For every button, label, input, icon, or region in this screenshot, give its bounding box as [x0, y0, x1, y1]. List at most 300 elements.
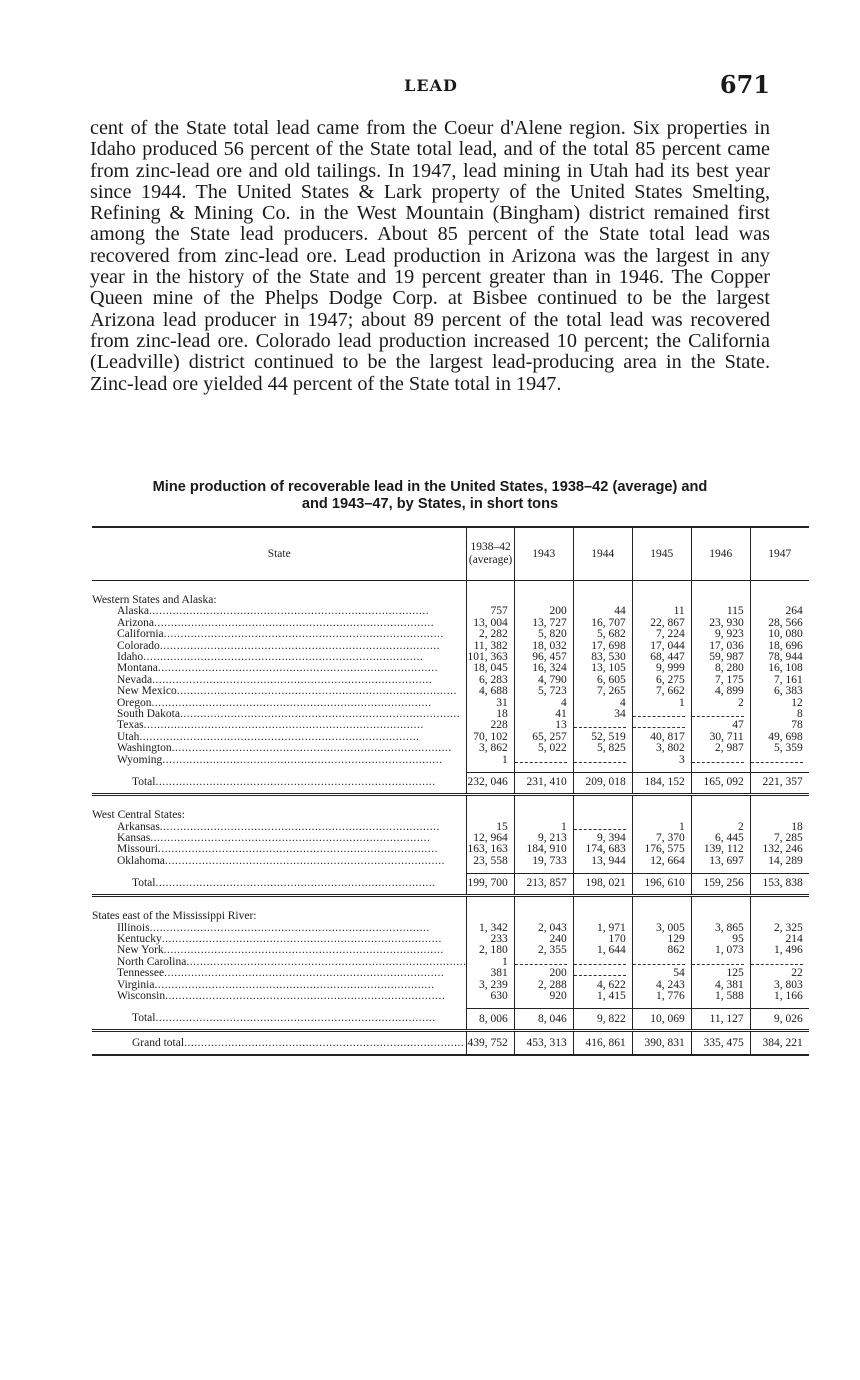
value-cell: 3, 239: [467, 980, 514, 991]
value-cell: 6, 445: [691, 833, 750, 844]
total-value: 10, 069: [632, 1009, 691, 1031]
total-row: [92, 773, 809, 795]
value-cell: 18, 045: [467, 663, 514, 674]
value-cell: 4, 381: [691, 980, 750, 991]
state-name: North Carolina: [117, 956, 187, 968]
value-cell: 1, 415: [573, 991, 632, 1002]
dot-leader: [155, 877, 435, 889]
value-cell: 862: [632, 945, 691, 956]
page-header: [92, 72, 770, 102]
dot-leader: [164, 945, 444, 956]
value-cell: 13: [514, 720, 573, 731]
empty-cell: [573, 911, 632, 922]
value-cell: 68, 447: [632, 652, 691, 663]
state-name: Utah: [117, 731, 140, 743]
dot-leader: [160, 641, 440, 652]
value-cell: 200: [514, 968, 573, 979]
total-value: 232, 046: [467, 773, 514, 795]
table-body: [92, 581, 809, 1056]
value-cell: 6, 605: [573, 675, 632, 686]
value-cell: 2, 987: [691, 743, 750, 754]
dash-placeholder: [574, 969, 626, 976]
dot-leader: [160, 822, 440, 833]
value-cell: 2, 180: [467, 945, 514, 956]
header-1946: 1946: [691, 527, 750, 581]
value-cell: 23, 930: [691, 618, 750, 629]
value-cell: [632, 709, 691, 720]
table-row: [92, 945, 809, 956]
value-cell: 34: [573, 709, 632, 720]
group-label: States east of the Mississippi River:: [92, 911, 257, 923]
value-cell: 5, 022: [514, 743, 573, 754]
state-name-cell: [92, 675, 467, 686]
total-value: 11, 127: [691, 1009, 750, 1031]
caption-line-2: and 1943–47, by States, in short tons: [301, 496, 559, 512]
value-cell: 7, 175: [691, 675, 750, 686]
group-label: Western States and Alaska:: [92, 595, 217, 606]
total-value: 213, 857: [514, 874, 573, 896]
value-cell: 757: [467, 606, 514, 617]
spacer-cell: [691, 795, 750, 811]
state-name: Oregon: [117, 697, 152, 709]
total-value: 199, 700: [467, 874, 514, 896]
dot-leader: [150, 833, 430, 844]
value-cell: 139, 112: [691, 844, 750, 855]
value-cell: 13, 727: [514, 618, 573, 629]
dash-placeholder: [692, 710, 744, 717]
state-name-cell: [92, 856, 467, 867]
value-cell: 7, 161: [750, 675, 809, 686]
state-name: Illinois: [117, 922, 150, 934]
value-cell: 7, 224: [632, 629, 691, 640]
value-cell: 630: [467, 991, 514, 1002]
header-1943: 1943: [514, 527, 573, 581]
spacer-cell: [514, 795, 573, 811]
spacer-cell: [750, 795, 809, 811]
spacer-cell: [750, 896, 809, 912]
dash-placeholder: [515, 958, 567, 965]
value-cell: 1: [632, 822, 691, 833]
value-cell: 2, 282: [467, 629, 514, 640]
value-cell: 3, 803: [750, 980, 809, 991]
total-value: 198, 021: [573, 874, 632, 896]
value-cell: 28, 566: [750, 618, 809, 629]
value-cell: 6, 283: [467, 675, 514, 686]
empty-cell: [467, 911, 514, 922]
value-cell: 8: [750, 709, 809, 720]
value-cell: 214: [750, 934, 809, 945]
table-caption: [90, 479, 770, 513]
state-name-cell: [92, 652, 467, 663]
value-cell: 3, 802: [632, 743, 691, 754]
dot-leader: [158, 844, 438, 855]
spacer-cell: [632, 581, 691, 596]
state-name: New York: [117, 945, 164, 957]
value-cell: 5, 723: [514, 686, 573, 697]
body-paragraph: cent of the State total lead came from the Coeur d'Alene region. Six properties in Idaho produced 56 percent of the State total lead, and of the total 85 percent came from zinc-lead ore and old tailings. In 1947, lead mining in Utah had its best year since 1944. The United States & Lark property of the United States Smelting, Refining & Mining Co. in the West Mountain (Bingham) district remained first among the State lead producers. About 85 percent of the State total lead was recovered from zinc-lead ore. Lead production in Arizona was the largest in any year in the history of the State and 19 percent greater than in 1946. The Copper Queen mine of the Phelps Dodge Corp. at Bisbee continued to be the largest Arizona lead producer in 1947; about 89 percent of the total lead was recovered from zinc-lead ore. Colorado lead production increased 10 percent; the California (Leadville) district continued to be the largest lead-producing area in the State. Zinc-lead ore yielded 44 percent of the State total in 1947.: [90, 117, 770, 395]
value-cell: 2: [691, 698, 750, 709]
spacer-cell: [92, 896, 467, 912]
value-cell: 1, 776: [632, 991, 691, 1002]
total-value: 184, 152: [632, 773, 691, 795]
total-value: 221, 357: [750, 773, 809, 795]
value-cell: 18: [750, 822, 809, 833]
grand-total-value: 390, 831: [632, 1031, 691, 1056]
total-value: 8, 006: [467, 1009, 514, 1031]
value-cell: 200: [514, 606, 573, 617]
state-name: Arizona: [117, 617, 155, 629]
table-header-row: [92, 527, 809, 581]
header-state: State: [92, 527, 467, 581]
value-cell: 7, 265: [573, 686, 632, 697]
dot-leader: [154, 980, 434, 991]
state-name-cell: [92, 732, 467, 743]
value-cell: 11: [632, 606, 691, 617]
state-name-cell: [92, 934, 467, 945]
state-name: Idaho: [117, 652, 144, 664]
dot-leader: [139, 732, 419, 743]
value-cell: 54: [632, 968, 691, 979]
dot-leader: [186, 957, 466, 968]
empty-cell: [467, 810, 514, 821]
state-name-cell: [92, 743, 467, 754]
dot-leader: [149, 606, 429, 617]
dash-placeholder: [633, 958, 685, 965]
state-name-cell: [92, 720, 467, 731]
total-value: 231, 410: [514, 773, 573, 795]
dash-placeholder: [574, 958, 626, 965]
table-row: [92, 856, 809, 867]
dot-leader: [150, 923, 430, 934]
value-cell: 125: [691, 968, 750, 979]
state-name: Oklahoma: [117, 855, 165, 867]
group-label-row: [92, 911, 809, 922]
dot-leader: [144, 720, 424, 731]
value-cell: 9, 394: [573, 833, 632, 844]
state-name-cell: [92, 991, 467, 1002]
value-cell: 44: [573, 606, 632, 617]
dash-placeholder: [515, 756, 567, 763]
table-row: [92, 968, 809, 979]
value-cell: 70, 102: [467, 732, 514, 743]
value-cell: 7, 662: [632, 686, 691, 697]
spacer-cell: [691, 896, 750, 912]
state-name-cell: [92, 618, 467, 629]
dot-leader: [154, 618, 434, 629]
state-name: Missouri: [117, 844, 158, 856]
state-name: Washington: [117, 743, 172, 755]
header-1944: 1944: [573, 527, 632, 581]
value-cell: 9, 999: [632, 663, 691, 674]
lead-production-table-wrapper: [92, 526, 803, 1056]
value-cell: 4, 243: [632, 980, 691, 991]
value-cell: 12: [750, 698, 809, 709]
value-cell: 233: [467, 934, 514, 945]
dot-leader: [158, 663, 438, 674]
value-cell: 17, 036: [691, 641, 750, 652]
value-cell: 3: [632, 755, 691, 766]
value-cell: 2, 288: [514, 980, 573, 991]
value-cell: 3, 005: [632, 923, 691, 934]
spacer-cell: [467, 795, 514, 811]
value-cell: 4, 790: [514, 675, 573, 686]
value-cell: [573, 755, 632, 766]
grand-total-label: Grand total: [132, 1036, 185, 1049]
value-cell: 5, 682: [573, 629, 632, 640]
state-name-cell: [92, 606, 467, 617]
value-cell: 1, 073: [691, 945, 750, 956]
value-cell: 4, 899: [691, 686, 750, 697]
value-cell: 1: [467, 755, 514, 766]
header-1947: 1947: [750, 527, 809, 581]
value-cell: 2, 355: [514, 945, 573, 956]
value-cell: 3, 862: [467, 743, 514, 754]
table-row: [92, 618, 809, 629]
state-name: Nevada: [117, 674, 153, 686]
grand-total-value: 453, 313: [514, 1031, 573, 1056]
caption-line-1: Mine production of recoverable lead in the United States, 1938–42 (average) and: [152, 479, 708, 495]
state-name-cell: [92, 686, 467, 697]
value-cell: 381: [467, 968, 514, 979]
grand-total-value: 384, 221: [750, 1031, 809, 1056]
empty-cell: [514, 911, 573, 922]
state-name-cell: [92, 822, 467, 833]
value-cell: 7, 285: [750, 833, 809, 844]
dot-leader: [184, 1037, 464, 1049]
table-row: [92, 822, 809, 833]
value-cell: 264: [750, 606, 809, 617]
total-value: 153, 838: [750, 874, 809, 896]
value-cell: 3, 865: [691, 923, 750, 934]
state-name-cell: [92, 698, 467, 709]
state-name: New Mexico: [117, 686, 177, 698]
dot-leader: [162, 755, 442, 766]
spacer-cell: [573, 795, 632, 811]
dash-placeholder: [574, 823, 626, 830]
total-row: [92, 1009, 809, 1031]
state-name-cell: [92, 629, 467, 640]
state-name: Arkansas: [117, 821, 160, 833]
spacer-cell: [92, 795, 467, 811]
value-cell: 115: [691, 606, 750, 617]
dot-leader: [162, 934, 442, 945]
table-row: [92, 923, 809, 934]
value-cell: 96, 457: [514, 652, 573, 663]
value-cell: 47: [691, 720, 750, 731]
spacer-cell: [92, 581, 467, 596]
dot-leader: [165, 856, 445, 867]
value-cell: 5, 825: [573, 743, 632, 754]
value-cell: 9, 923: [691, 629, 750, 640]
value-cell: 2, 043: [514, 923, 573, 934]
empty-cell: [691, 810, 750, 821]
state-name: Wisconsin: [117, 990, 166, 1002]
state-name-cell: [92, 945, 467, 956]
spacer-cell: [632, 795, 691, 811]
dot-leader: [164, 968, 444, 979]
state-name-cell: [92, 709, 467, 720]
group-label-row: [92, 595, 809, 606]
group-label: West Central States:: [92, 810, 185, 822]
value-cell: 174, 683: [573, 844, 632, 855]
value-cell: [691, 755, 750, 766]
empty-cell: [514, 810, 573, 821]
value-cell: 95: [691, 934, 750, 945]
total-value: 9, 026: [750, 1009, 809, 1031]
value-cell: 1: [632, 698, 691, 709]
total-value: 209, 018: [573, 773, 632, 795]
spacer-cell: [467, 581, 514, 596]
state-name-cell: [92, 968, 467, 979]
grand-total-label-cell: [92, 1031, 467, 1056]
value-cell: 13, 004: [467, 618, 514, 629]
value-cell: 129: [632, 934, 691, 945]
table-row: [92, 686, 809, 697]
spacer-cell: [514, 896, 573, 912]
value-cell: 163, 163: [467, 844, 514, 855]
state-name: Texas: [117, 720, 144, 732]
state-name: Kentucky: [117, 933, 162, 945]
spacer-cell: [691, 581, 750, 596]
value-cell: 170: [573, 934, 632, 945]
total-value: 165, 092: [691, 773, 750, 795]
grand-total-value: 416, 861: [573, 1031, 632, 1056]
total-value: 8, 046: [514, 1009, 573, 1031]
dot-leader: [152, 698, 432, 709]
value-cell: 40, 817: [632, 732, 691, 743]
total-label: Total: [132, 877, 156, 890]
value-cell: 19, 733: [514, 856, 573, 867]
state-name: California: [117, 629, 164, 641]
state-name-cell: [92, 923, 467, 934]
group-spacer-row: [92, 795, 809, 811]
value-cell: 1: [467, 957, 514, 968]
value-cell: [573, 957, 632, 968]
value-cell: 23, 558: [467, 856, 514, 867]
value-cell: 5, 820: [514, 629, 573, 640]
value-cell: 10, 080: [750, 629, 809, 640]
spacer-cell: [467, 896, 514, 912]
total-value: 196, 610: [632, 874, 691, 896]
dot-leader: [155, 776, 435, 788]
value-cell: 65, 257: [514, 732, 573, 743]
value-cell: 240: [514, 934, 573, 945]
state-name: Virginia: [117, 979, 155, 991]
value-cell: 49, 698: [750, 732, 809, 743]
value-cell: 6, 383: [750, 686, 809, 697]
spacer-cell: [573, 581, 632, 596]
header-average-line1: 1938–42: [470, 541, 511, 553]
dash-placeholder: [751, 958, 803, 965]
value-cell: 920: [514, 991, 573, 1002]
state-name-cell: [92, 663, 467, 674]
state-name: Tennessee: [117, 968, 165, 980]
spacer-cell: [750, 581, 809, 596]
value-cell: 78, 944: [750, 652, 809, 663]
value-cell: 59, 987: [691, 652, 750, 663]
empty-cell: [573, 810, 632, 821]
total-label: Total: [132, 1012, 156, 1025]
dash-placeholder: [574, 721, 626, 728]
value-cell: 101, 363: [467, 652, 514, 663]
group-spacer-row: [92, 896, 809, 912]
state-name-cell: [92, 844, 467, 855]
dot-leader: [180, 709, 460, 720]
value-cell: 83, 530: [573, 652, 632, 663]
total-row: [92, 874, 809, 896]
dash-placeholder: [633, 721, 685, 728]
value-cell: 1, 496: [750, 945, 809, 956]
value-cell: 8, 280: [691, 663, 750, 674]
value-cell: 30, 711: [691, 732, 750, 743]
value-cell: 4: [514, 698, 573, 709]
value-cell: 12, 664: [632, 856, 691, 867]
table-row: [92, 663, 809, 674]
running-title: LEAD: [404, 76, 458, 95]
value-cell: 18, 696: [750, 641, 809, 652]
value-cell: 176, 575: [632, 844, 691, 855]
table-row: [92, 606, 809, 617]
value-cell: 13, 105: [573, 663, 632, 674]
value-cell: 5, 359: [750, 743, 809, 754]
state-name-cell: [92, 833, 467, 844]
value-cell: 17, 698: [573, 641, 632, 652]
value-cell: 18: [467, 709, 514, 720]
total-label: Total: [132, 776, 156, 789]
total-value: 159, 256: [691, 874, 750, 896]
table-row: [92, 957, 809, 968]
table-row: [92, 743, 809, 754]
value-cell: 9, 213: [514, 833, 573, 844]
table-row: [92, 709, 809, 720]
state-name: Kansas: [117, 832, 151, 844]
dot-leader: [155, 1012, 435, 1024]
table-row: [92, 732, 809, 743]
total-value: 9, 822: [573, 1009, 632, 1031]
value-cell: 228: [467, 720, 514, 731]
value-cell: 31: [467, 698, 514, 709]
value-cell: 2: [691, 822, 750, 833]
value-cell: 15: [467, 822, 514, 833]
value-cell: 13, 697: [691, 856, 750, 867]
state-name: Montana: [117, 663, 158, 675]
value-cell: 22: [750, 968, 809, 979]
value-cell: 52, 519: [573, 732, 632, 743]
value-cell: 41: [514, 709, 573, 720]
value-cell: 1: [514, 822, 573, 833]
dot-leader: [143, 652, 423, 663]
table-row: [92, 991, 809, 1002]
value-cell: 1, 342: [467, 923, 514, 934]
table-row: [92, 652, 809, 663]
spacer-cell: [573, 896, 632, 912]
lead-production-table: [92, 526, 809, 1056]
header-1945: 1945: [632, 527, 691, 581]
spacer-cell: [632, 896, 691, 912]
value-cell: 12, 964: [467, 833, 514, 844]
value-cell: 2, 325: [750, 923, 809, 934]
dot-leader: [152, 675, 432, 686]
dot-leader: [164, 629, 444, 640]
empty-cell: [750, 911, 809, 922]
table-row: [92, 755, 809, 766]
table-row: [92, 980, 809, 991]
value-cell: 132, 246: [750, 844, 809, 855]
table-row: [92, 641, 809, 652]
value-cell: 22, 867: [632, 618, 691, 629]
dash-placeholder: [574, 756, 626, 763]
value-cell: 16, 324: [514, 663, 573, 674]
